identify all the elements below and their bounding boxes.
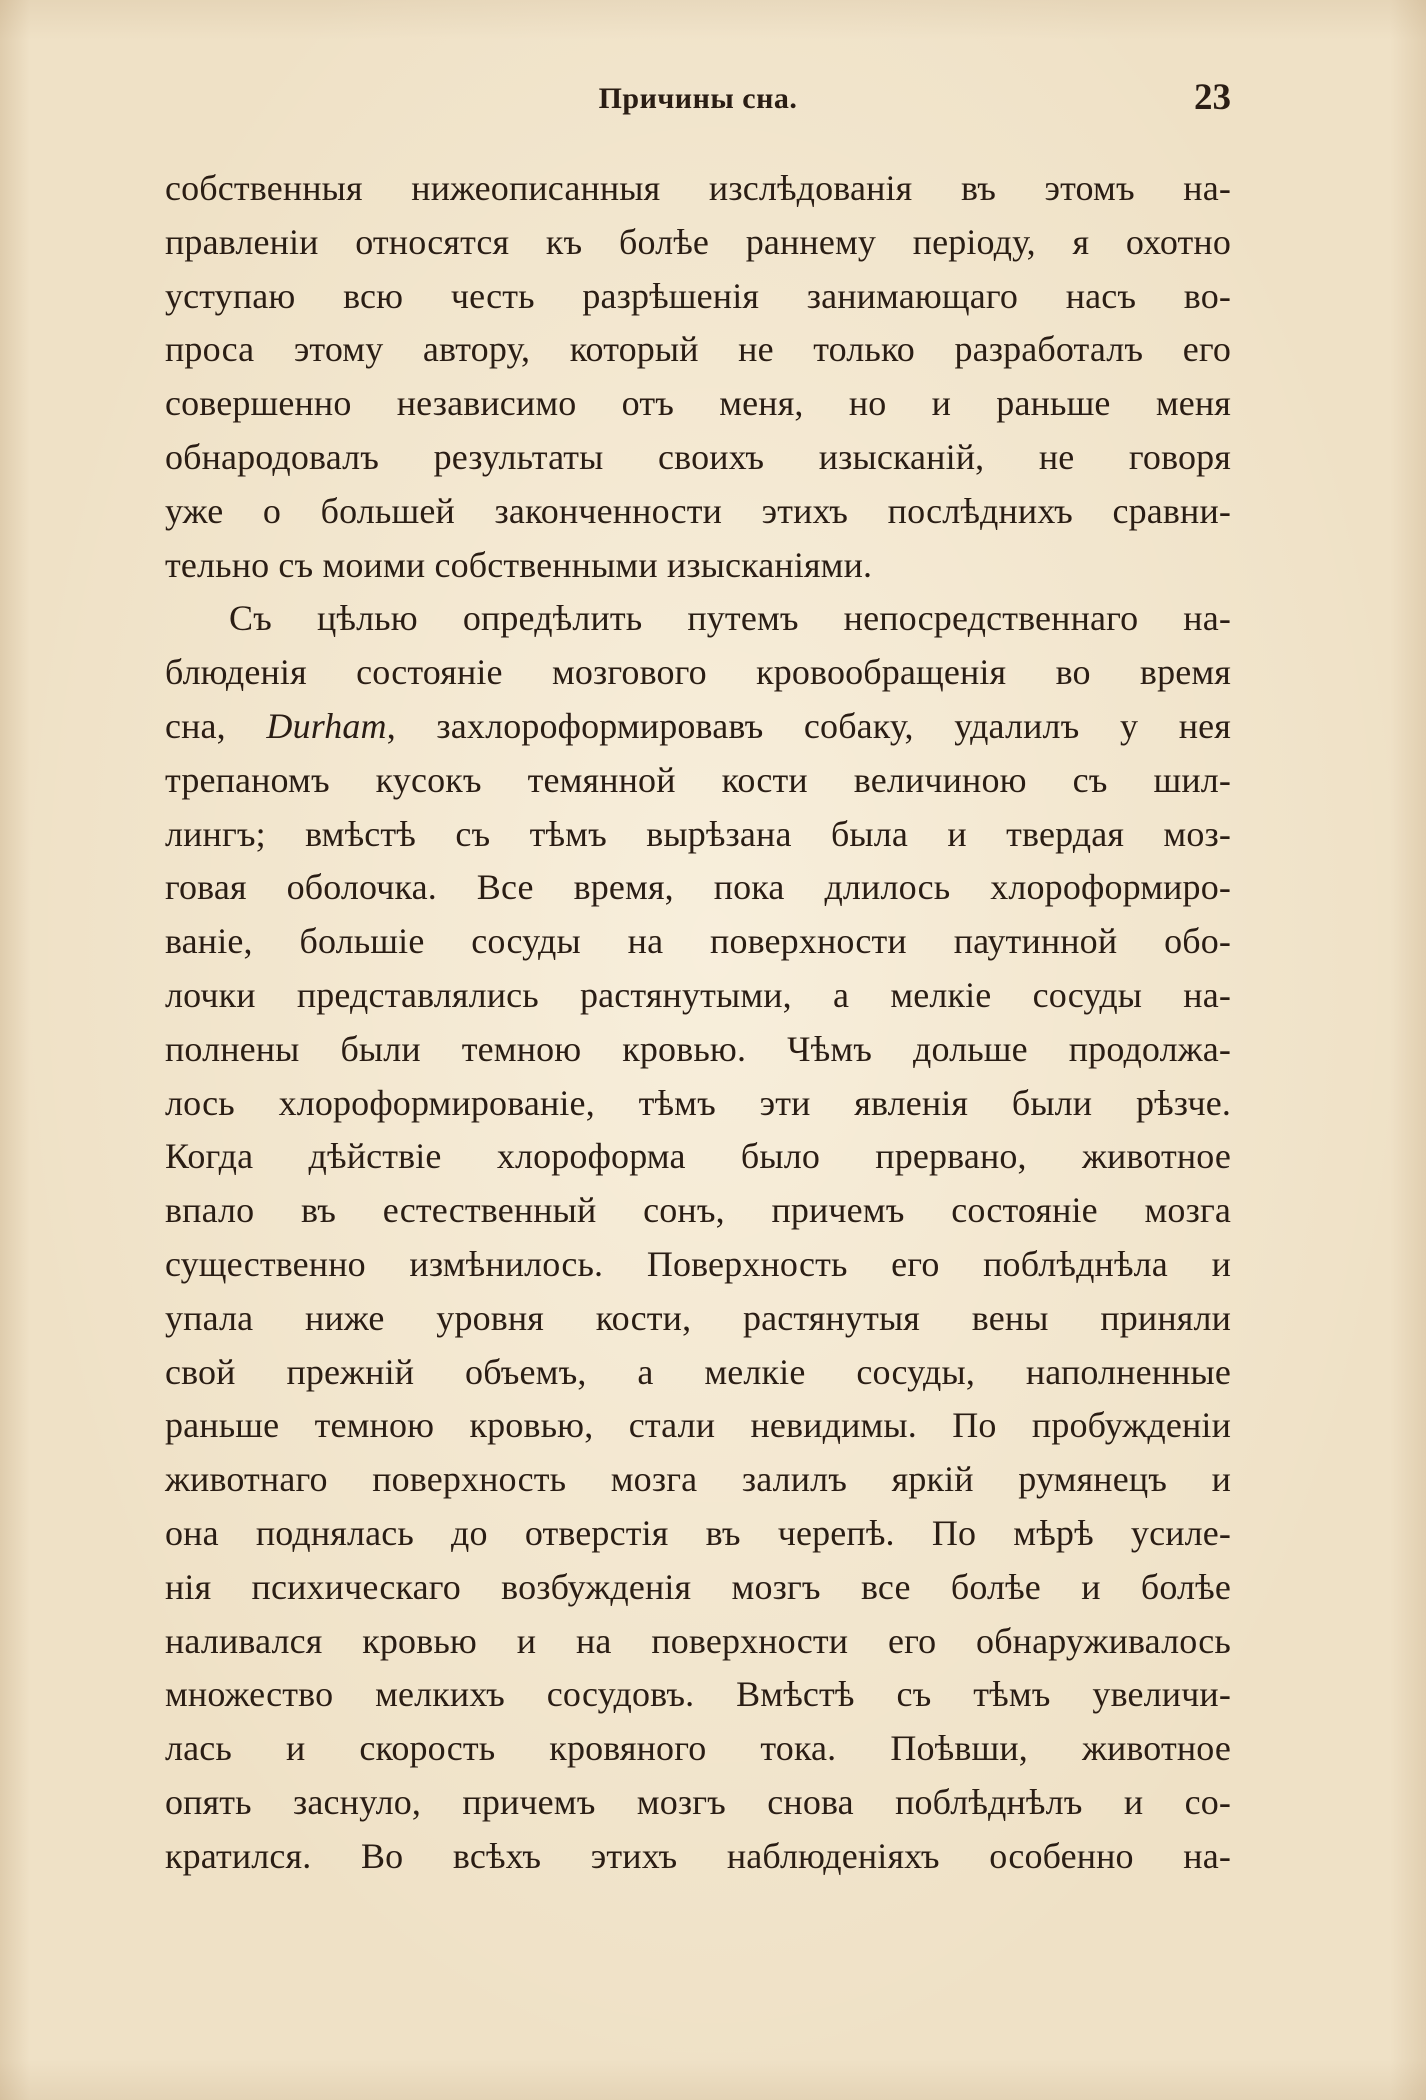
text-line: наливался кровью и на поверхности его обнаруживалось <box>165 1620 1231 1661</box>
text-line: лось хлороформированіе, тѣмъ эти явленія были рѣзче. <box>165 1082 1231 1123</box>
text-line: впало въ естественный сонъ, причемъ состояніе мозга <box>165 1190 1231 1231</box>
text-line: уступаю всю честь разрѣшенія занимающаго насъ во- <box>165 275 1231 316</box>
text-line: раньше темною кровью, стали невидимы. По пробужденіи <box>165 1405 1231 1446</box>
text-line: тельно съ моими собственными изысканіями. <box>165 544 873 585</box>
text-line: существенно измѣнилось. Поверхность его поблѣднѣла и <box>165 1243 1231 1284</box>
author-name: Durham <box>266 705 387 746</box>
text-line: ваніе, большіе сосуды на поверхности паутинной обо- <box>165 921 1231 962</box>
text-line: правленіи относятся къ болѣе раннему періоду, я охотно <box>165 221 1231 262</box>
text-line: совершенно независимо отъ меня, но и раньше меня <box>165 383 1231 424</box>
text-line: собственныя нижеописанныя изслѣдованія въ этомъ на- <box>165 168 1231 208</box>
text-line: уже о большей законченности этихъ послѣднихъ сравни- <box>165 490 1231 531</box>
text-line: животнаго поверхность мозга залилъ яркій румянецъ и <box>165 1459 1231 1500</box>
body-text <box>165 162 1231 1884</box>
text-line: трепаномъ кусокъ темянной кости величиною съ шил- <box>165 759 1231 800</box>
text-line: свой прежній объемъ, а мелкіе сосуды, наполненные <box>165 1351 1231 1392</box>
line-text: сна, <box>165 705 267 746</box>
running-head <box>165 76 1231 126</box>
text-line: Когда дѣйствіе хлороформа было прервано, животное <box>165 1136 1231 1177</box>
text-line: говая оболочка. Все время, пока длилось хлороформиро- <box>165 867 1231 908</box>
text-line: лочки представлялись растянутыми, а мелкіе сосуды на- <box>165 974 1231 1015</box>
running-title: Причины сна. <box>598 82 798 115</box>
text-line: кратился. Во всѣхъ этихъ наблюденіяхъ особенно на- <box>165 1835 1231 1876</box>
line-text: , захлороформировавъ собаку, удалилъ у нея <box>386 705 1231 746</box>
text-line: проса этому автору, который не только разработалъ его <box>165 329 1231 370</box>
text-line: блюденія состояніе мозгового кровообращенія во время <box>165 652 1231 693</box>
text-line: лингъ; вмѣстѣ съ тѣмъ вырѣзана была и твердая моз- <box>165 813 1231 854</box>
text-line: упала ниже уровня кости, растянутыя вены приняли <box>165 1297 1231 1338</box>
page-number: 23 <box>1194 77 1231 118</box>
text-line <box>165 700 1231 754</box>
text-line: лась и скорость кровяного тока. Поѣвши, животное <box>165 1728 1231 1769</box>
text-line: опять заснуло, причемъ мозгъ снова поблѣднѣлъ и со- <box>165 1781 1231 1822</box>
text-line: она поднялась до отверстія въ черепѣ. По мѣрѣ усиле- <box>165 1512 1231 1553</box>
text-line: обнародовалъ результаты своихъ изысканій, не говоря <box>165 436 1231 477</box>
text-line: Съ цѣлью опредѣлить путемъ непосредственнаго на- <box>229 598 1231 639</box>
text-line: полнены были темною кровью. Чѣмъ дольше продолжа- <box>165 1028 1231 1069</box>
text-line: множество мелкихъ сосудовъ. Вмѣстѣ съ тѣмъ увеличи- <box>165 1674 1231 1715</box>
text-line: нія психическаго возбужденія мозгъ все болѣе и болѣе <box>165 1566 1231 1607</box>
